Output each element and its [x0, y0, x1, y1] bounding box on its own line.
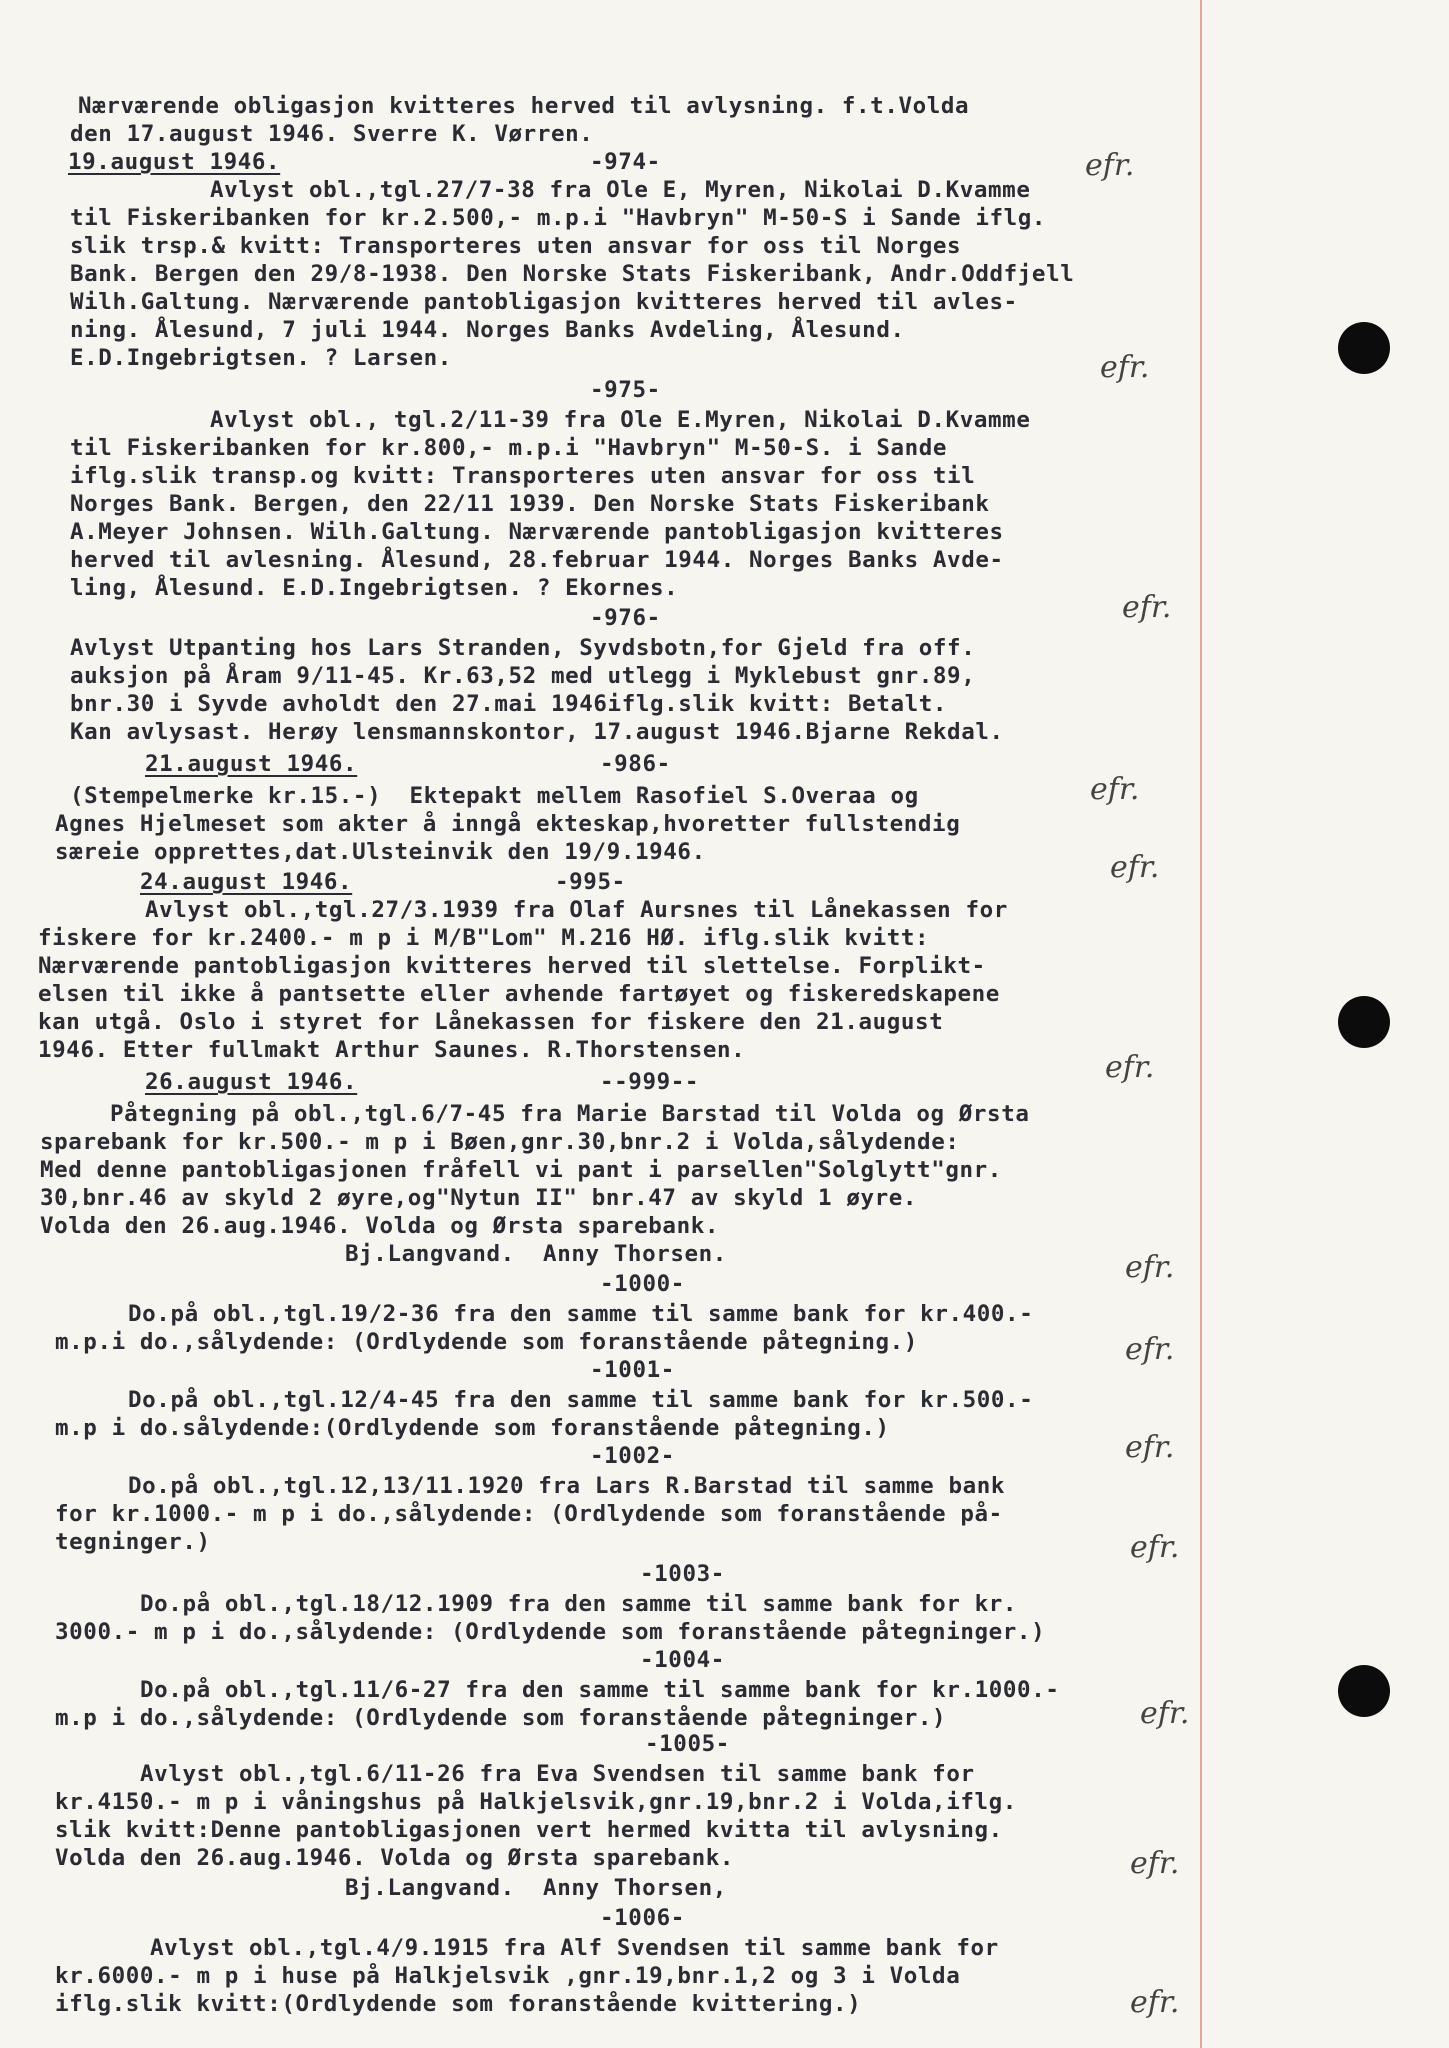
handwritten-initials: efr.: [1125, 1250, 1175, 1285]
entry-date: 19.august 1946.: [68, 149, 281, 175]
handwritten-initials: efr.: [1140, 1696, 1190, 1731]
text-line: Bj.Langvand. Anny Thorsen,: [345, 1875, 727, 1901]
text-line: fiskere for kr.2400.- m p i M/B"Lom" M.216 HØ. iflg.slik kvitt:: [38, 925, 930, 951]
text-line: slik kvitt:Denne pantobligasjonen vert hermed kvitta til avlysning.: [55, 1817, 1003, 1843]
handwritten-initials: efr.: [1130, 1530, 1180, 1565]
text-line: ling, Ålesund. E.D.Ingebrigtsen. ? Ekornes.: [70, 575, 679, 601]
text-line: A.Meyer Johnsen. Wilh.Galtung. Nærværende pantobligasjon kvitteres: [70, 519, 1004, 545]
handwritten-initials: efr.: [1110, 850, 1160, 885]
red-margin-line: [1200, 0, 1202, 2048]
text-line: særeie opprettes,dat.Ulsteinvik den 19/9.1946.: [55, 839, 706, 865]
text-line: Do.på obl.,tgl.18/12.1909 fra den samme til samme bank for kr.: [140, 1591, 1018, 1617]
text-line: m.p i do.,sålydende: (Ordlydende som foranstående påtegninger.): [55, 1705, 947, 1731]
text-line: Do.på obl.,tgl.12,13/11.1920 fra Lars R.Barstad til samme bank: [128, 1473, 1006, 1499]
entry-number: -1006-: [600, 1905, 685, 1931]
text-line: Do.på obl.,tgl.11/6-27 fra den samme til samme bank for kr.1000.-: [140, 1677, 1060, 1703]
entry-number: -995-: [555, 869, 626, 895]
text-line: Norges Bank. Bergen, den 22/11 1939. Den Norske Stats Fiskeribank: [70, 491, 990, 517]
text-line: Bj.Langvand. Anny Thorsen.: [345, 1241, 727, 1267]
handwritten-initials: efr.: [1130, 1985, 1180, 2020]
text-line: elsen til ikke å pantsette eller avhende fartøyet og fiskeredskapene: [38, 981, 1000, 1007]
text-line: Avlyst obl., tgl.2/11-39 fra Ole E.Myren, Nikolai D.Kvamme: [210, 407, 1031, 433]
text-line: slik trsp.& kvitt: Transporteres uten ansvar for oss til Norges: [70, 233, 962, 259]
text-line: iflg.slik transp.og kvitt: Transporteres uten ansvar for oss til: [70, 463, 976, 489]
text-line: Volda den 26.aug.1946. Volda og Ørsta sparebank.: [40, 1213, 720, 1239]
handwritten-initials: efr.: [1130, 1846, 1180, 1881]
text-line: Kan avlysast. Herøy lensmannskontor, 17.august 1946.Bjarne Rekdal.: [70, 719, 1004, 745]
text-line: Nærværende pantobligasjon kvitteres herved til slettelse. Forplikt-: [38, 953, 986, 979]
text-line: tegninger.): [55, 1529, 211, 1555]
text-line: Wilh.Galtung. Nærværende pantobligasjon kvitteres herved til avles-: [70, 289, 1018, 315]
entry-number: -974-: [590, 149, 661, 175]
text-line: 1946. Etter fullmakt Arthur Saunes. R.Thorstensen.: [38, 1037, 746, 1063]
entry-number: -986-: [600, 751, 671, 777]
entry-number: -1001-: [590, 1357, 675, 1383]
text-line: Avlyst Utpanting hos Lars Stranden, Syvdsbotn,for Gjeld fra off.: [70, 635, 976, 661]
text-line: ning. Ålesund, 7 juli 1944. Norges Banks Avdeling, Ålesund.: [70, 317, 905, 343]
entry-number: -1002-: [590, 1443, 675, 1469]
text-line: herved til avlesning. Ålesund, 28.februar 1944. Norges Banks Avde-: [70, 547, 1004, 573]
handwritten-initials: efr.: [1090, 772, 1140, 807]
text-line: 30,bnr.46 av skyld 2 øyre,og"Nytun II" bnr.47 av skyld 1 øyre.: [40, 1185, 918, 1211]
text-line: bnr.30 i Syvde avholdt den 27.mai 1946iflg.slik kvitt: Betalt.: [70, 691, 948, 717]
text-line: til Fiskeribanken for kr.2.500,- m.p.i "Havbryn" M-50-S i Sande iflg.: [70, 205, 1047, 231]
text-line: Nærværende obligasjon kvitteres herved til avlysning. f.t.Volda: [78, 93, 970, 119]
text-line: til Fiskeribanken for kr.800,- m.p.i "Havbryn" M-50-S. i Sande: [70, 435, 948, 461]
text-line: kr.6000.- m p i huse på Halkjelsvik ,gnr.19,bnr.1,2 og 3 i Volda: [55, 1963, 961, 1989]
entry-date: 21.august 1946.: [145, 751, 358, 777]
text-line: Påtegning på obl.,tgl.6/7-45 fra Marie Barstad til Volda og Ørsta: [110, 1101, 1030, 1127]
entry-number: -975-: [590, 377, 661, 403]
text-line: Avlyst obl.,tgl.27/3.1939 fra Olaf Aursnes til Lånekassen for: [145, 897, 1008, 923]
handwritten-initials: efr.: [1085, 148, 1135, 183]
text-line: iflg.slik kvitt:(Ordlydende som foranstående kvittering.): [55, 1991, 862, 2017]
text-line: den 17.august 1946. Sverre K. Vørren.: [70, 121, 594, 147]
handwritten-initials: efr.: [1100, 350, 1150, 385]
text-line: (Stempelmerke kr.15.-) Ektepakt mellem Rasofiel S.Overaa og: [70, 783, 919, 809]
entry-number: --999--: [600, 1069, 700, 1095]
binder-hole-bottom: [1338, 1665, 1390, 1717]
text-line: kan utgå. Oslo i styret for Lånekassen for fiskere den 21.august: [38, 1009, 944, 1035]
text-line: auksjon på Åram 9/11-45. Kr.63,52 med utlegg i Myklebust gnr.89,: [70, 663, 976, 689]
text-line: Agnes Hjelmeset som akter å inngå ekteskap,hvoretter fullstendig: [55, 811, 961, 837]
entry-date: 24.august 1946.: [140, 869, 353, 895]
entry-number: -976-: [590, 605, 661, 631]
text-line: kr.4150.- m p i våningshus på Halkjelsvik,gnr.19,bnr.2 i Volda,iflg.: [55, 1789, 1017, 1815]
text-line: E.D.Ingebrigtsen. ? Larsen.: [70, 345, 452, 371]
handwritten-initials: efr.: [1105, 1050, 1155, 1085]
text-line: m.p.i do.,sålydende: (Ordlydende som foranstående påtegning.): [55, 1329, 918, 1355]
entry-number: -1000-: [600, 1271, 685, 1297]
binder-hole-top: [1338, 322, 1390, 374]
text-line: Volda den 26.aug.1946. Volda og Ørsta sparebank.: [55, 1845, 735, 1871]
binder-hole-middle: [1338, 996, 1390, 1048]
handwritten-initials: efr.: [1125, 1332, 1175, 1367]
text-line: Do.på obl.,tgl.19/2-36 fra den samme til samme bank for kr.400.-: [128, 1301, 1034, 1327]
entry-number: -1005-: [645, 1731, 730, 1757]
entry-number: -1003-: [640, 1561, 725, 1587]
text-line: for kr.1000.- m p i do.,sålydende: (Ordlydende som foranstående på-: [55, 1501, 1003, 1527]
text-line: Avlyst obl.,tgl.27/7-38 fra Ole E, Myren, Nikolai D.Kvamme: [210, 177, 1031, 203]
text-line: Do.på obl.,tgl.12/4-45 fra den samme til samme bank for kr.500.-: [128, 1387, 1034, 1413]
text-line: sparebank for kr.500.- m p i Bøen,gnr.30,bnr.2 i Volda,sålydende:: [40, 1129, 960, 1155]
text-line: 3000.- m p i do.,sålydende: (Ordlydende som foranstående påtegninger.): [55, 1619, 1046, 1645]
entry-date: 26.august 1946.: [145, 1069, 358, 1095]
handwritten-initials: efr.: [1125, 1430, 1175, 1465]
text-line: Avlyst obl.,tgl.4/9.1915 fra Alf Svendsen til samme bank for: [150, 1935, 999, 1961]
entry-number: -1004-: [640, 1647, 725, 1673]
text-line: Avlyst obl.,tgl.6/11-26 fra Eva Svendsen til samme bank for: [140, 1761, 975, 1787]
text-line: Med denne pantobligasjonen fråfell vi pant i parsellen"Solglytt"gnr.: [40, 1157, 1002, 1183]
handwritten-initials: efr.: [1122, 590, 1172, 625]
text-line: m.p i do.sålydende:(Ordlydende som foranstående påtegning.): [55, 1415, 890, 1441]
text-line: Bank. Bergen den 29/8-1938. Den Norske Stats Fiskeribank, Andr.Oddfjell: [70, 261, 1075, 287]
